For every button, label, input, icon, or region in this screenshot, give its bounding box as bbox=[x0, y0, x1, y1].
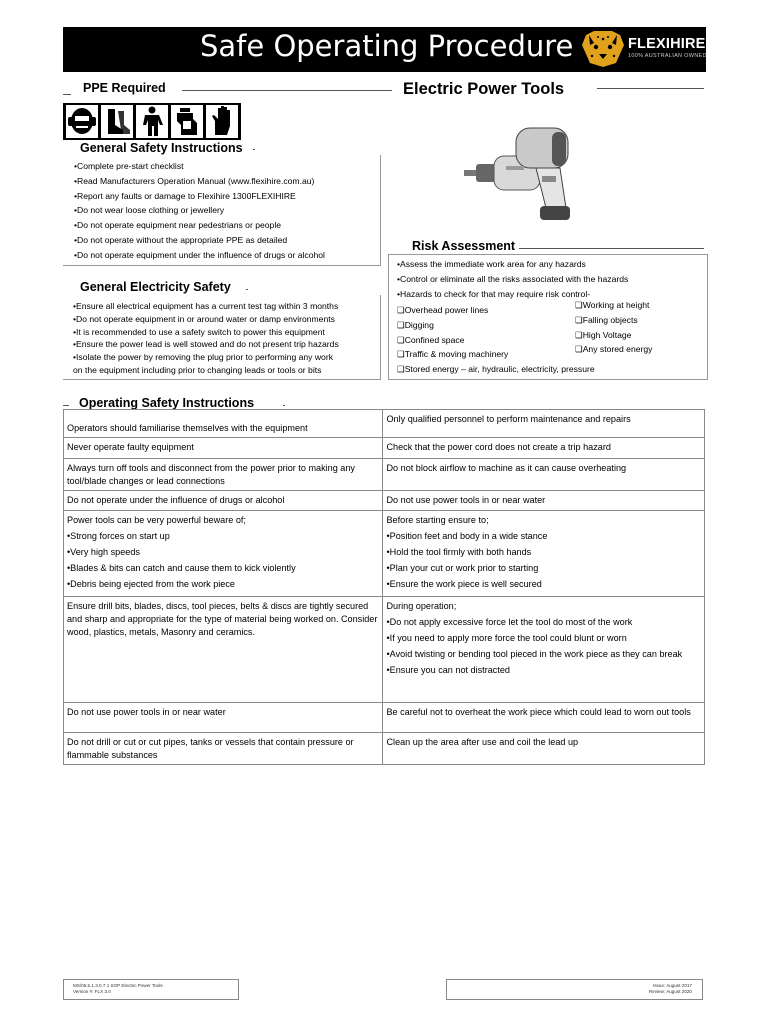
table-cell-right bbox=[383, 459, 705, 491]
table-cell-left bbox=[64, 459, 383, 491]
table-cell-right bbox=[383, 597, 705, 703]
hand-protection-icon bbox=[206, 105, 238, 138]
general-safety-rule bbox=[253, 149, 255, 150]
table-cell-left bbox=[64, 703, 383, 733]
instruction-line: •Blades & bits can catch and cause them to kick violently bbox=[67, 563, 296, 573]
instruction-line: Check that the power cord does not create a trip hazard bbox=[386, 442, 611, 452]
table-cell-right bbox=[383, 511, 705, 597]
table-row bbox=[64, 438, 705, 459]
table-row bbox=[64, 491, 705, 511]
instruction-line: Do not block airflow to machine as it can cause overheating bbox=[386, 463, 627, 473]
risk-item: •Assess the immediate work area for any hazards bbox=[397, 259, 586, 269]
operating-heading-rule-right bbox=[283, 405, 285, 406]
table-row bbox=[64, 703, 705, 733]
hazard-checkbox-item: ❑Working at height bbox=[575, 300, 650, 310]
hazard-checkbox-item: ❑Stored energy – air, hydraulic, electricity, pressure bbox=[397, 364, 595, 374]
instruction-line: •Very high speeds bbox=[67, 547, 140, 557]
instruction-line: Operators should familiarise themselves with the equipment bbox=[67, 423, 308, 433]
instruction-line: Never operate faulty equipment bbox=[67, 442, 194, 452]
operating-heading-rule-left bbox=[63, 405, 69, 406]
instruction-line: Clean up the area after use and coil the lead up bbox=[386, 737, 579, 747]
general-safety-item: •Read Manufacturers Operation Manual (www.flexihire.com.au) bbox=[74, 175, 315, 186]
instruction-line: Do not operate under the influence of drugs or alcohol bbox=[67, 495, 285, 505]
risk-list bbox=[397, 257, 628, 301]
instruction-line: Do not use power tools in or near water bbox=[386, 495, 546, 505]
instruction-line: During operation; bbox=[386, 601, 457, 611]
ppe-heading-rule-left bbox=[63, 94, 71, 95]
general-safety-item: •Do not operate equipment under the influence of drugs or alcohol bbox=[74, 249, 325, 260]
tool-title-rule bbox=[597, 88, 704, 89]
overalls-icon bbox=[136, 105, 168, 138]
instruction-line: •Do not apply excessive force let the tool do most of the work bbox=[386, 617, 633, 627]
electricity-safety-item: •Isolate the power by removing the plug prior to performing any work bbox=[73, 352, 333, 363]
instruction-line: •Avoid twisting or bending tool pieced in the work piece as they can break bbox=[386, 649, 683, 659]
table-cell-left bbox=[64, 597, 383, 703]
risk-item: •Hazards to check for that may require risk control- bbox=[397, 288, 591, 299]
table-row bbox=[64, 597, 705, 703]
electricity-safety-heading: General Electricity Safety bbox=[80, 280, 231, 294]
table-cell-right bbox=[383, 733, 705, 765]
electricity-safety-list bbox=[73, 300, 339, 377]
risk-item: •Control or eliminate all the risks associated with the hazards bbox=[397, 273, 629, 284]
general-safety-list bbox=[74, 159, 325, 263]
instruction-line: Be careful not to overheat the work piece which could lead to worn out tools bbox=[386, 707, 691, 717]
footer-version: Version #: FLX 3.0 bbox=[73, 989, 111, 994]
table-row bbox=[64, 511, 705, 597]
footer-document-box bbox=[63, 979, 239, 1000]
tool-title: Electric Power Tools bbox=[403, 80, 565, 98]
instruction-line: Ensure drill bits, blades, discs, tool pieces, belts & discs are tightly secured and sharp and appropriate for the type of material being worked on. Consider wood, plastics, metals, Masonry and ceramics. bbox=[67, 601, 378, 637]
hazard-checkbox-item: ❑Traffic & moving machinery bbox=[397, 349, 509, 360]
table-cell-left bbox=[64, 410, 383, 438]
instruction-line: •Hold the tool firmly with both hands bbox=[386, 547, 532, 557]
table-cell-left bbox=[64, 491, 383, 511]
instruction-line: •Plan your cut or work prior to starting bbox=[386, 563, 539, 573]
footer-review-date: Review: August 2020 bbox=[648, 989, 692, 994]
instruction-line: •Strong forces on start up bbox=[67, 531, 170, 541]
electric-drill-illustration bbox=[462, 118, 584, 228]
hazard-checkbox-item: ❑Falling objects bbox=[575, 314, 638, 325]
ppe-heading: PPE Required bbox=[83, 81, 166, 95]
instruction-line: Only qualified personnel to perform maintenance and repairs bbox=[386, 414, 631, 424]
cheetah-logo-icon bbox=[580, 29, 626, 69]
general-safety-box bbox=[63, 155, 381, 266]
gloves-icon bbox=[171, 105, 203, 138]
instruction-line: Power tools can be very powerful beware of; bbox=[67, 515, 246, 525]
instruction-line: Before starting ensure to; bbox=[386, 515, 489, 525]
hazard-checkbox-item: ❑Confined space bbox=[397, 334, 465, 345]
operating-instructions-table bbox=[63, 409, 705, 765]
ppe-icon-strip bbox=[63, 103, 241, 140]
instruction-line: •If you need to apply more force the tool could blunt or worn bbox=[386, 633, 627, 643]
instruction-line: Do not use power tools in or near water bbox=[67, 707, 226, 717]
hazard-list-left bbox=[397, 303, 508, 362]
brand-tagline: 100% AUSTRALIAN OWNED bbox=[628, 53, 707, 59]
operating-heading: Operating Safety Instructions bbox=[79, 396, 255, 410]
electricity-safety-item: •It is recommended to use a safety switch to power this equipment bbox=[73, 326, 325, 337]
table-cell-right bbox=[383, 438, 705, 459]
table-cell-left bbox=[64, 438, 383, 459]
footer-dates-box bbox=[446, 979, 703, 1000]
document-title: Safe Operating Procedure bbox=[200, 29, 574, 63]
footer-issue-date: Issue: August 2017 bbox=[652, 983, 692, 988]
table-cell-left bbox=[64, 733, 383, 765]
hazard-checkbox-item: ❑High Voltage bbox=[575, 329, 632, 340]
general-safety-item: •Do not operate equipment near pedestrians or people bbox=[74, 220, 282, 231]
hazard-checkbox-item: ❑Any stored energy bbox=[575, 344, 653, 355]
electricity-safety-box bbox=[63, 295, 381, 380]
electricity-safety-item: •Do not operate equipment in or around water or damp environments bbox=[73, 313, 335, 324]
brand-name: FLEXIHIRE bbox=[628, 36, 706, 52]
table-row bbox=[64, 733, 705, 765]
table-cell-right bbox=[383, 703, 705, 733]
general-safety-item: •Report any faults or damage to Flexihire 1300FLEXIHIRE bbox=[74, 190, 296, 201]
general-safety-heading: General Safety Instructions bbox=[80, 141, 243, 155]
instruction-line: Always turn off tools and disconnect from the power prior to making any tool/blade changes or lead connections bbox=[67, 463, 355, 486]
instruction-line: •Position feet and body in a wide stance bbox=[386, 531, 548, 541]
footer-document-code: MS/05.5.1.3.0.7.1 SOP Electric Power Tools bbox=[73, 983, 163, 988]
hazard-checkbox-item: ❑Digging bbox=[397, 319, 434, 330]
instruction-line: •Debris being ejected from the work piece bbox=[67, 579, 235, 589]
general-safety-item: •Complete pre-start checklist bbox=[74, 161, 184, 171]
general-safety-item: •Do not wear loose clothing or jewellery bbox=[74, 205, 225, 216]
risk-heading-rule bbox=[519, 248, 704, 249]
table-row bbox=[64, 410, 705, 438]
safety-boots-icon bbox=[101, 105, 133, 138]
electricity-safety-rule bbox=[246, 289, 248, 290]
face-shield-ear-muffs-icon bbox=[66, 105, 98, 138]
table-cell-right bbox=[383, 491, 705, 511]
hazard-checkbox-item: ❑Overhead power lines bbox=[397, 305, 489, 315]
risk-heading: Risk Assessment bbox=[412, 239, 516, 253]
table-cell-right bbox=[383, 410, 705, 438]
instruction-line: •Ensure the work piece is well secured bbox=[386, 579, 542, 589]
electricity-safety-item: on the equipment including prior to changing leads or tools or bits bbox=[73, 364, 322, 375]
instruction-line: Do not drill or cut or cut pipes, tanks or vessels that contain pressure or flammable substances bbox=[67, 737, 354, 760]
risk-box bbox=[388, 254, 708, 380]
electricity-safety-item: •Ensure the power lead is well stowed and do not present trip hazards bbox=[73, 339, 339, 350]
general-safety-item: •Do not operate without the appropriate PPE as detailed bbox=[74, 234, 288, 245]
table-row bbox=[64, 459, 705, 491]
instruction-line: •Ensure you can not distracted bbox=[386, 665, 510, 675]
hazard-list-right bbox=[575, 298, 652, 357]
ppe-heading-rule-right bbox=[182, 90, 392, 91]
table-cell-left bbox=[64, 511, 383, 597]
electricity-safety-item: •Ensure all electrical equipment has a current test tag within 3 months bbox=[73, 301, 339, 311]
